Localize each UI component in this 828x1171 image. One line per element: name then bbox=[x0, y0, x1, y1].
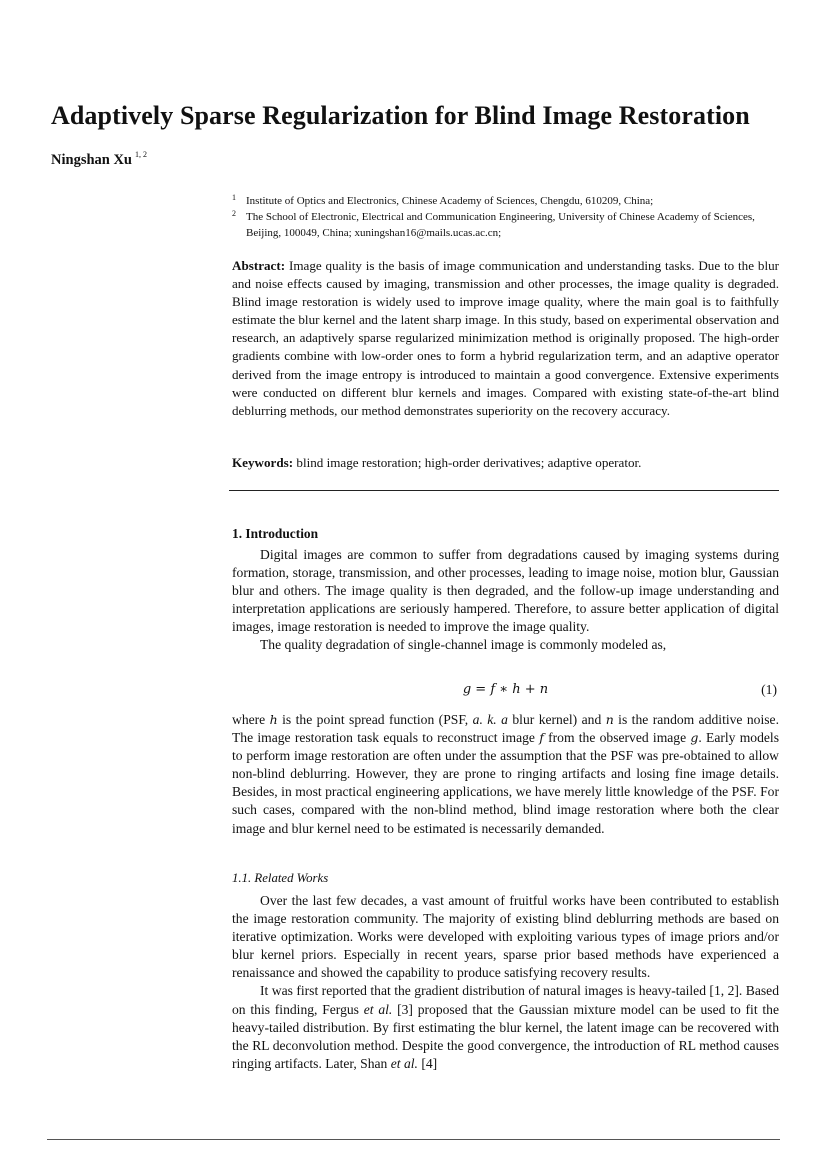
author-affil-marks: 1, 2 bbox=[135, 150, 147, 159]
affiliation-2 bbox=[232, 209, 780, 241]
intro-paragraph-2: The quality degradation of single-channel image is commonly modeled as, bbox=[260, 637, 667, 653]
related-works-paragraph-1: Over the last few decades, a vast amount of fruitful works have been contributed to establish the image restoration community. The majority of existing blind deblurring methods are based on iterative optimization. Works were developed with exploiting various types of image priors and/or blur kernel priors. Especially in recent years, sparse prior based methods have experienced a renaissance and showed the capability to produce satisfying recovery results. bbox=[232, 893, 779, 981]
section-divider bbox=[229, 490, 779, 491]
intro-paragraph-3-text: where h is the point spread function (PSF, a. k. a blur kernel) and n is the random additive noise. The image restoration task equals to reconstruct image f from the observed image g. Early models to perform image restoration are often under the assumption that the PSF was pre-obtained to allow non-blind deblurring. However, they are prone to ringing artifacts and losing fine image details. Besides, in most practical engineering applications, we have merely little knowledge of the PSF. For such cases, compared with the non-blind method, blind image restoration where both the clear image and blur kernel need to be estimated is necessarily demanded. bbox=[232, 712, 779, 836]
affiliations bbox=[232, 193, 780, 241]
section-heading-introduction: 1. Introduction bbox=[232, 526, 319, 541]
affiliation-text: The School of Electronic, Electrical and Communication Engineering, University of Chinese Academy of Sciences, Beijing, 100049, China; xuningshan16@mails.ucas.ac.cn; bbox=[246, 211, 755, 239]
abstract-label: Abstract: bbox=[232, 258, 286, 273]
affiliation-number: 2 bbox=[232, 209, 236, 218]
affiliation-1 bbox=[232, 193, 780, 209]
affiliation-text: Institute of Optics and Electronics, Chinese Academy of Sciences, Chengdu, 610209, China; bbox=[246, 195, 654, 207]
abstract-text: Image quality is the basis of image communication and understanding tasks. Due to the blur and noise effects caused by imaging, transmission and other processes, the image quality is degraded. Blind image restoration is widely used to improve image quality, where the main goal is to faithfully estimate the blur kernel and the latent sharp image. In this study, based on experimental observation and research, an adaptively sparse regularized minimization method is originally proposed. The high-order gradients combine with low-order ones to form a hybrid regularization term, and an adaptive operator derived from the image entropy is introduced to maintain a good convergence. Extensive experiments were conducted on different blur kernels and images. Compared with existing state-of-the-art blind deblurring methods, our method demonstrates superiority on the recovery accuracy. bbox=[232, 258, 779, 418]
keywords bbox=[232, 454, 779, 472]
intro-paragraph-3 bbox=[232, 711, 779, 838]
equation-number: (1) bbox=[761, 682, 777, 697]
intro-paragraph-1: Digital images are common to suffer from degradations caused by imaging systems during formation, storage, transmission, and other processes, leading to image noise, motion blur, Gaussian blur and others. The image quality is then degraded, and the follow-up image understanding and interpretation applications are seriously hampered. Therefore, to assure better application of digital images, image restoration is needed to improve the image quality. bbox=[232, 547, 779, 635]
intro-paragraphs bbox=[232, 546, 779, 655]
subsection-heading-related-works: 1.1. Related Works bbox=[232, 871, 329, 885]
author-name: Ningshan Xu bbox=[51, 152, 132, 168]
author-line bbox=[51, 150, 147, 169]
related-works-paragraph-2: It was first reported that the gradient distribution of natural images is heavy-tailed [1, 2]. Based on this finding, Fergus et al. [3] proposed that the Gaussian mixture model can be used to fit the heavy-tailed distribution. By first estimating the blur kernel, the latent image can be recovered with the RL deconvolution method. Despite the good convergence, the introduction of RL method causes ringing artifacts. Later, Shan et al. [4] bbox=[232, 983, 779, 1071]
abstract bbox=[232, 257, 779, 420]
keywords-text: blind image restoration; high-order derivatives; adaptive operator. bbox=[296, 455, 642, 470]
related-works-paragraphs bbox=[232, 892, 779, 1073]
keywords-label: Keywords: bbox=[232, 455, 294, 470]
equation-1 bbox=[232, 682, 779, 702]
equation-text: g = f ∗ h + n bbox=[462, 682, 549, 697]
affiliation-number: 1 bbox=[232, 193, 236, 202]
footer-rule bbox=[47, 1139, 780, 1140]
paper-title: Adaptively Sparse Regularization for Blind Image Restoration bbox=[51, 101, 750, 130]
